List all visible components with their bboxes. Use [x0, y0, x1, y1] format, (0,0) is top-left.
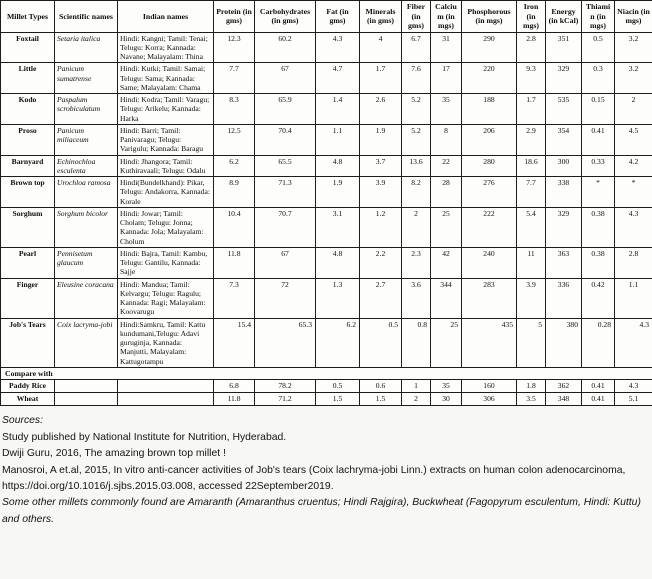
value-cell: 329 [546, 207, 582, 247]
value-cell: 30 [431, 393, 462, 406]
value-cell: 5.2 [402, 124, 431, 155]
column-header: Thiamin (in mgs) [582, 1, 615, 33]
value-cell: 0.41 [582, 124, 615, 155]
value-cell: 12.5 [214, 124, 255, 155]
value-cell: 240 [462, 247, 517, 278]
value-cell: 354 [546, 124, 582, 155]
indian-names: Hindi: Kutki; Tamil: Samai; Telugu: Sama; Kannada: Same; Malayalam: Chama [118, 63, 214, 94]
value-cell: 70.7 [255, 207, 316, 247]
millet-table-body [1, 32, 652, 406]
table-row [1, 63, 652, 94]
value-cell: 5 [517, 318, 546, 367]
indian-names: Hindi:Samkru, Tamil: Kattu kundumani,Telugu: Adavi guruginja, Kannada: Manjutti, Malayalam: Kattugotampu [118, 318, 214, 367]
column-header: Niacin (in mgs) [615, 1, 652, 33]
value-cell: 1.7 [360, 63, 402, 94]
value-cell: 28 [431, 177, 462, 208]
value-cell: 0.33 [582, 155, 615, 177]
value-cell: 72 [255, 278, 316, 318]
scientific-name: Setaria italica [55, 32, 118, 63]
value-cell: 0.28 [582, 318, 615, 367]
value-cell: 70.4 [255, 124, 316, 155]
source-line: Manosroi, A et.al, 2015, In vitro anti-cancer activities of Job's tears (Coix lachryma-jobi Linn.) extracts on human colon adenocarcinoma, https://doi.org/10.1016/j.sjbs.2015.03.008, accessed 22September2019. [2, 464, 626, 492]
value-cell: 3.5 [517, 393, 546, 406]
value-cell: 3.9 [517, 278, 546, 318]
compare-with-row [1, 367, 652, 380]
value-cell: 67 [255, 247, 316, 278]
value-cell: 338 [546, 177, 582, 208]
value-cell: 65.3 [255, 318, 316, 367]
column-header: Indian names [118, 1, 214, 33]
value-cell: 362 [546, 380, 582, 393]
value-cell: 15.4 [214, 318, 255, 367]
value-cell: 6.8 [214, 380, 255, 393]
indian-names: Hindi(Bundelkhand): Pikar, Telugu: Andakorra, Kannada: Korale [118, 177, 214, 208]
value-cell: 8.9 [214, 177, 255, 208]
value-cell: 2.3 [402, 247, 431, 278]
value-cell: 10.4 [214, 207, 255, 247]
value-cell: 7.3 [214, 278, 255, 318]
value-cell: 2 [402, 393, 431, 406]
millet-name: Kodo [1, 94, 55, 125]
table-row [1, 318, 652, 367]
scientific-name: Sorghum bicolor [55, 207, 118, 247]
value-cell: 0.5 [582, 32, 615, 63]
table-row [1, 207, 652, 247]
value-cell: 7.7 [214, 63, 255, 94]
table-row [1, 247, 652, 278]
value-cell: 2.8 [615, 247, 652, 278]
value-cell: 60.2 [255, 32, 316, 63]
column-header: Fiber (in gms) [402, 1, 431, 33]
table-row [1, 278, 652, 318]
value-cell: 435 [462, 318, 517, 367]
value-cell: 35 [431, 380, 462, 393]
value-cell: 5.4 [517, 207, 546, 247]
scientific-name: Panicum miliaceum [55, 124, 118, 155]
value-cell: 348 [546, 393, 582, 406]
value-cell: 306 [462, 393, 517, 406]
value-cell: 4.2 [615, 155, 652, 177]
scientific-name: Panicum sumatrense [55, 63, 118, 94]
value-cell: 0.3 [582, 63, 615, 94]
table-row [1, 94, 652, 125]
value-cell: 1.9 [360, 124, 402, 155]
column-header: Phosphorous (in mgs) [462, 1, 517, 33]
value-cell: 2.7 [360, 278, 402, 318]
table-row [1, 124, 652, 155]
value-cell: 206 [462, 124, 517, 155]
value-cell: 11 [517, 247, 546, 278]
indian-names: Hindi: Jowar; Tamil: Cholam; Telugu: Jonna; Kannada: Jola; Malayalam: Cholum [118, 207, 214, 247]
millet-name: Barnyard [1, 155, 55, 177]
value-cell: 25 [431, 207, 462, 247]
table-row [1, 177, 652, 208]
indian-names: Hindi: Kodra; Tamil: Varagu; Telugu: Arikelu; Kannada: Harka [118, 94, 214, 125]
value-cell: 2.2 [360, 247, 402, 278]
value-cell: 65.9 [255, 94, 316, 125]
value-cell: 188 [462, 94, 517, 125]
value-cell: 65.5 [255, 155, 316, 177]
millet-name: Wheat [1, 393, 55, 406]
indian-names: Hindi: Barri; Tamil: Panivaragu; Telugu: Varigulu; Kannada: Baragu [118, 124, 214, 155]
value-cell: 363 [546, 247, 582, 278]
source-line: Dwiji Guru, 2016, The amazing brown top millet ! [2, 448, 226, 460]
value-cell: 7.7 [517, 177, 546, 208]
value-cell: 1.1 [316, 124, 360, 155]
column-header: Protein (in gms) [214, 1, 255, 33]
millet-name: Paddy Rice [1, 380, 55, 393]
value-cell: 336 [546, 278, 582, 318]
value-cell: 9.3 [517, 63, 546, 94]
millet-name: Little [1, 63, 55, 94]
column-header: Carbohydrates (in gms) [255, 1, 316, 33]
table-row [1, 380, 652, 393]
value-cell: 1.5 [360, 393, 402, 406]
value-cell: 0.41 [582, 380, 615, 393]
scientific-name: Pennisetum glaucum [55, 247, 118, 278]
millet-name: Job's Tears [1, 318, 55, 367]
column-header: Energy (in kCal) [546, 1, 582, 33]
value-cell: 4.8 [316, 247, 360, 278]
value-cell: 222 [462, 207, 517, 247]
value-cell: 8 [431, 124, 462, 155]
column-header: Iron (in mgs) [517, 1, 546, 33]
value-cell: 11.8 [214, 393, 255, 406]
value-cell: 3.2 [615, 63, 652, 94]
value-cell: 3.7 [360, 155, 402, 177]
value-cell: 344 [431, 278, 462, 318]
table-row [1, 393, 652, 406]
column-header: Calcium (in mgs) [431, 1, 462, 33]
value-cell: 4.3 [615, 318, 652, 367]
value-cell: 1.7 [517, 94, 546, 125]
scientific-name: Coix lacryma-jobi [55, 318, 118, 367]
indian-names: Hindi: Bajra, Tamil: Kambu, Telugu: Gantilu, Kannada: Sajje [118, 247, 214, 278]
value-cell: 7.6 [402, 63, 431, 94]
value-cell: 290 [462, 32, 517, 63]
value-cell: 4.8 [316, 155, 360, 177]
millet-name: Brown top [1, 177, 55, 208]
value-cell: 42 [431, 247, 462, 278]
value-cell: * [615, 177, 652, 208]
value-cell: 2.8 [517, 32, 546, 63]
value-cell: 22 [431, 155, 462, 177]
millet-name: Sorghum [1, 207, 55, 247]
millet-name: Proso [1, 124, 55, 155]
column-header: Minerals (in gms) [360, 1, 402, 33]
value-cell: 0.5 [316, 380, 360, 393]
value-cell: 2.9 [517, 124, 546, 155]
value-cell: 0.41 [582, 393, 615, 406]
value-cell: 3.9 [360, 177, 402, 208]
value-cell: 3.6 [402, 278, 431, 318]
value-cell: 6.7 [402, 32, 431, 63]
value-cell: 0.38 [582, 207, 615, 247]
value-cell: 1.2 [360, 207, 402, 247]
value-cell: 4.5 [615, 124, 652, 155]
value-cell: 5.1 [615, 393, 652, 406]
value-cell: 6.2 [316, 318, 360, 367]
value-cell: 2 [402, 207, 431, 247]
value-cell: 35 [431, 94, 462, 125]
value-cell: 4.3 [316, 32, 360, 63]
column-header: Scientific names [55, 1, 118, 33]
value-cell: 0.42 [582, 278, 615, 318]
indian-names: Hindi: Jhangora; Tamil: Kuthiravaali; Telugu: Odalu [118, 155, 214, 177]
value-cell: * [582, 177, 615, 208]
sources-section [0, 406, 652, 528]
value-cell: 220 [462, 63, 517, 94]
value-cell: 67 [255, 63, 316, 94]
value-cell: 11.8 [214, 247, 255, 278]
value-cell: 1.4 [316, 94, 360, 125]
indian-names: Hindi: Kangni; Tamil: Tenai; Telugu: Korra; Kannada: Navane; Malayalam: Thina [118, 32, 214, 63]
value-cell: 0.5 [360, 318, 402, 367]
value-cell: 329 [546, 63, 582, 94]
value-cell: 535 [546, 94, 582, 125]
value-cell: 78.2 [255, 380, 316, 393]
value-cell: 1.5 [316, 393, 360, 406]
value-cell: 6.2 [214, 155, 255, 177]
compare-with-label: Compare with [1, 367, 652, 380]
indian-names [118, 393, 214, 406]
value-cell: 8.2 [402, 177, 431, 208]
value-cell: 1 [402, 380, 431, 393]
value-cell: 4.3 [615, 380, 652, 393]
column-header: Millet Types [1, 1, 55, 33]
value-cell: 280 [462, 155, 517, 177]
value-cell: 4.3 [615, 207, 652, 247]
value-cell: 5.2 [402, 94, 431, 125]
value-cell: 12.3 [214, 32, 255, 63]
table-row [1, 155, 652, 177]
value-cell: 380 [546, 318, 582, 367]
value-cell: 8.3 [214, 94, 255, 125]
value-cell: 4.7 [316, 63, 360, 94]
value-cell: 283 [462, 278, 517, 318]
value-cell: 2 [615, 94, 652, 125]
scientific-name: Eleusine coracana [55, 278, 118, 318]
value-cell: 300 [546, 155, 582, 177]
value-cell: 3.1 [316, 207, 360, 247]
value-cell: 2.6 [360, 94, 402, 125]
millet-name: Pearl [1, 247, 55, 278]
value-cell: 71.2 [255, 393, 316, 406]
indian-names: Hindi: Mandua; Tamil: Kelvargu; Telugu: Ragulu; Kannada: Ragi; Malayalam: Koovarugu [118, 278, 214, 318]
value-cell: 3.2 [615, 32, 652, 63]
millet-name: Foxtail [1, 32, 55, 63]
table-header-row [1, 1, 652, 33]
value-cell: 0.38 [582, 247, 615, 278]
scientific-name [55, 393, 118, 406]
value-cell: 4 [360, 32, 402, 63]
value-cell: 351 [546, 32, 582, 63]
value-cell: 31 [431, 32, 462, 63]
value-cell: 1.9 [316, 177, 360, 208]
scientific-name: Paspalum scrobiculatum [55, 94, 118, 125]
value-cell: 0.15 [582, 94, 615, 125]
scientific-name [55, 380, 118, 393]
value-cell: 17 [431, 63, 462, 94]
scientific-name: Urochloa ramosa [55, 177, 118, 208]
indian-names [118, 380, 214, 393]
value-cell: 1.8 [517, 380, 546, 393]
value-cell: 18.6 [517, 155, 546, 177]
value-cell: 1.3 [316, 278, 360, 318]
source-line: Sources: [2, 415, 44, 427]
column-header: Fat (in gms) [316, 1, 360, 33]
value-cell: 13.6 [402, 155, 431, 177]
source-line: Study published by National Institute for Nutrition, Hyderabad. [2, 431, 287, 443]
value-cell: 71.3 [255, 177, 316, 208]
scientific-name: Echinochloa esculenta [55, 155, 118, 177]
millet-name: Finger [1, 278, 55, 318]
source-line: Some other millets commonly found are Amaranth (Amaranthus cruentus; Hindi Rajgira), Buckwheat (Fagopyrum esculentum, Hindi: Kuttu) and others. [2, 497, 641, 525]
value-cell: 276 [462, 177, 517, 208]
value-cell: 0.6 [360, 380, 402, 393]
value-cell: 0.8 [402, 318, 431, 367]
value-cell: 160 [462, 380, 517, 393]
value-cell: 1.1 [615, 278, 652, 318]
table-row [1, 32, 652, 63]
value-cell: 25 [431, 318, 462, 367]
